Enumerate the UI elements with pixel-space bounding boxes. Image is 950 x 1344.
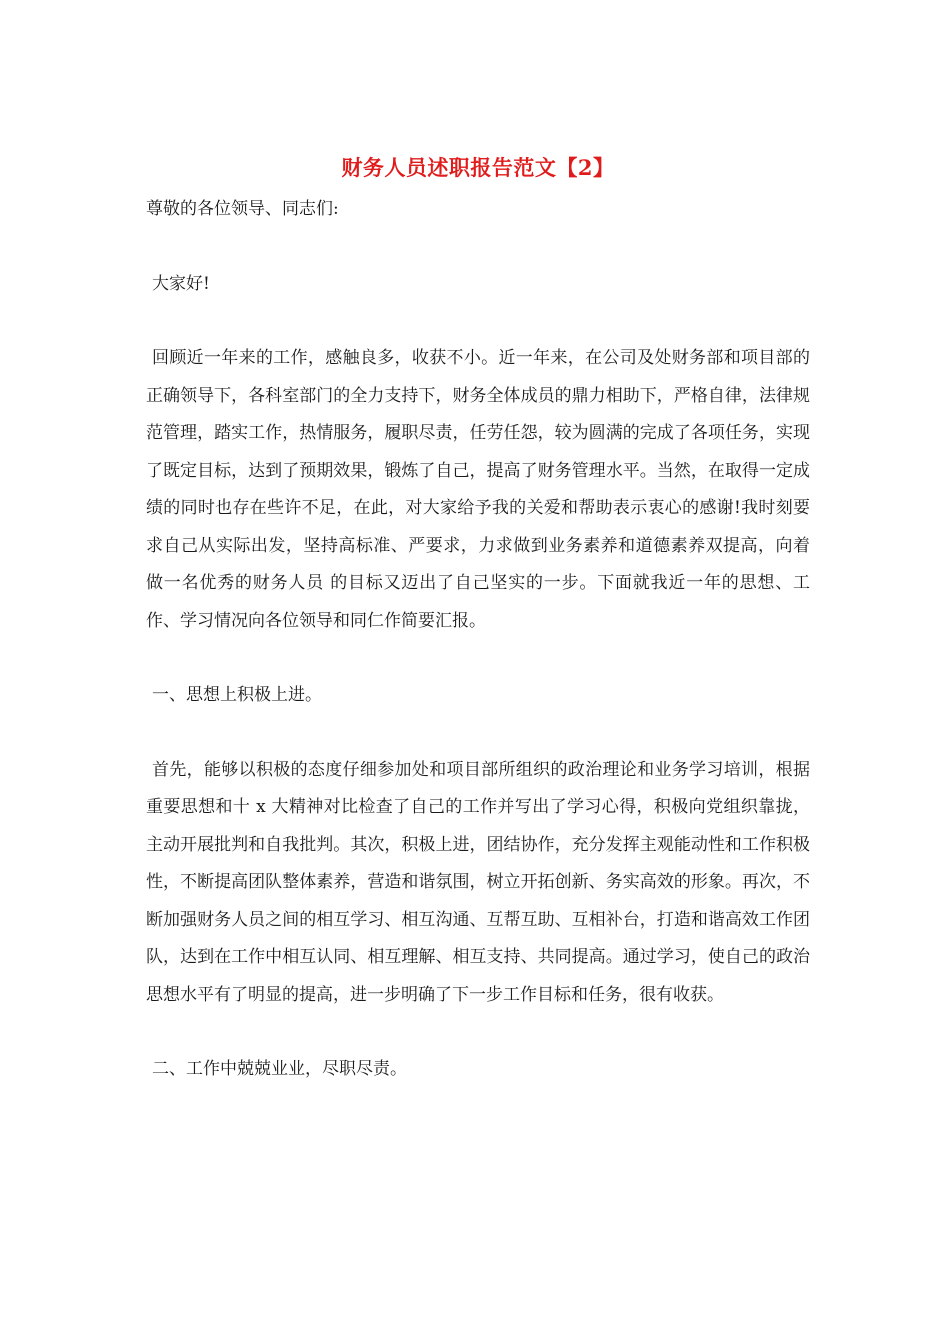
paragraph-review: 回顾近一年来的工作，感触良多，收获不小。近一年来，在公司及处财务部和项目部的正确领导下，各科室部门的全力支持下，财务全体成员的鼎力相助下，严格自律，法律规范管理，踏实工作，热情服务，履职尽责，任劳任怨，较为圆满的完成了各项任务，实现了既定目标，达到了预期效果，锻炼了自己，提高了财务管理水平。当然，在取得一定成绩的同时也存在些许不足，在此，对大家给予我的关爱和帮助表示衷心的感谢!我时刻要求自己从实际出发，坚持高标准、严要求，力求做到业务素养和道德素养双提高，向着 做一名优秀的财务人员 的目标又迈出了自己坚实的一步。下面就我近一年的思想、工作、学习情况向各位领导和同仁作简要汇报。: [146, 348, 810, 631]
document-title: 财务人员述职报告范文【2】: [341, 155, 615, 180]
paragraph-ideology: 首先，能够以积极的态度仔细参加处和项目部所组织的政治理论和业务学习培训，根据重要思想和十 x 大精神对比检查了自己的工作并写出了学习心得，积极向党组织靠拢，主动开展批判和自我批判。其次，积极上进，团结协作，充分发挥主观能动性和工作积极性，不断提高团队整体素养，营造和谐氛围，树立开拓创新、务实高效的形象。再次，不断加强财务人员之间的相互学习、相互沟通、互帮互助、互相补台，打造和谐高效工作团队，达到在工作中相互认同、相互理解、相互支持、共同提高。通过学习，使自己的政治思想水平有了明显的提高，进一步明确了下一步工作目标和任务，很有收获。: [146, 759, 810, 1005]
salutation: 尊敬的各位领导、同志们:: [146, 199, 339, 219]
section-heading-1: 一、思想上积极上进。: [152, 685, 322, 705]
greeting: 大家好!: [152, 273, 210, 294]
document-page: [146, 148, 810, 1089]
section-heading-2: 二、工作中兢兢业业，尽职尽责。: [152, 1059, 407, 1079]
